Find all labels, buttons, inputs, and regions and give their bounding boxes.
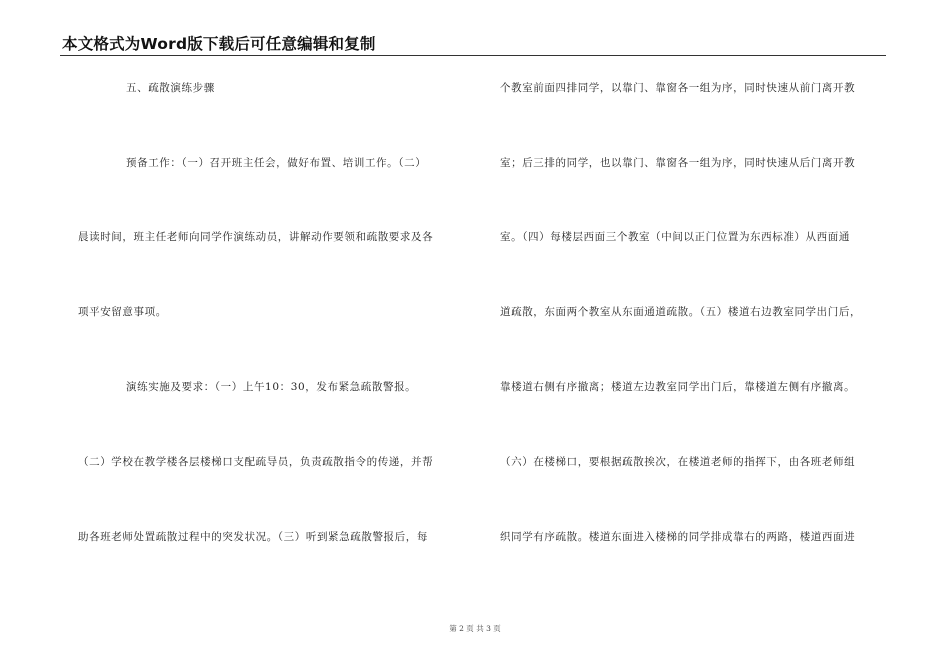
left-line-5: 演练实施及要求：（一）上午10：30，发布紧急疏散警报。 [126,381,417,393]
left-line-6: （二）学校在教学楼各层楼梯口支配疏导员，负责疏散指令的传递，并帮 [78,456,434,468]
left-line-3: 晨读时间，班主任老师向同学作演练动员，讲解动作要领和疏散要求及各 [78,231,434,243]
document-header-title: 本文格式为Word版下载后可任意编辑和复制 [62,35,376,53]
page-number-footer: 第 2 页 共 3 页 [449,624,501,633]
left-line-2: 预备工作：（一）召开班主任会，做好布置、培训工作。（二） [126,157,427,169]
right-line-4: 道疏散，东面两个教室从东面通道疏散。（五）楼道右边教室同学出门后， [500,306,862,318]
right-line-1: 个教室前面四排同学，以靠门、靠窗各一组为序，同时快速从前门离开教 [500,82,856,94]
right-line-5: 靠楼道右侧有序撤离；楼道左边教室同学出门后，靠楼道左侧有序撤离。 [500,381,856,393]
right-line-7: 织同学有序疏散。楼道东面进入楼梯的同学排成靠右的两路，楼道西面进 [500,531,856,543]
header-divider [60,55,886,56]
left-line-7: 助各班老师处置疏散过程中的突发状况。（三）听到紧急疏散警报后，每 [78,531,428,543]
left-line-4: 项平安留意事项。 [78,306,167,318]
right-line-3: 室。（四）每楼层西面三个教室（中间以正门位置为东西标准）从西面通 [500,231,850,243]
right-line-6: （六）在楼梯口，要根据疏散挨次，在楼道老师的指挥下，由各班老师组 [500,456,856,468]
right-line-2: 室；后三排的同学，也以靠门、靠窗各一组为序，同时快速从后门离开教 [500,157,856,169]
left-line-1: 五、疏散演练步骤 [126,82,215,94]
